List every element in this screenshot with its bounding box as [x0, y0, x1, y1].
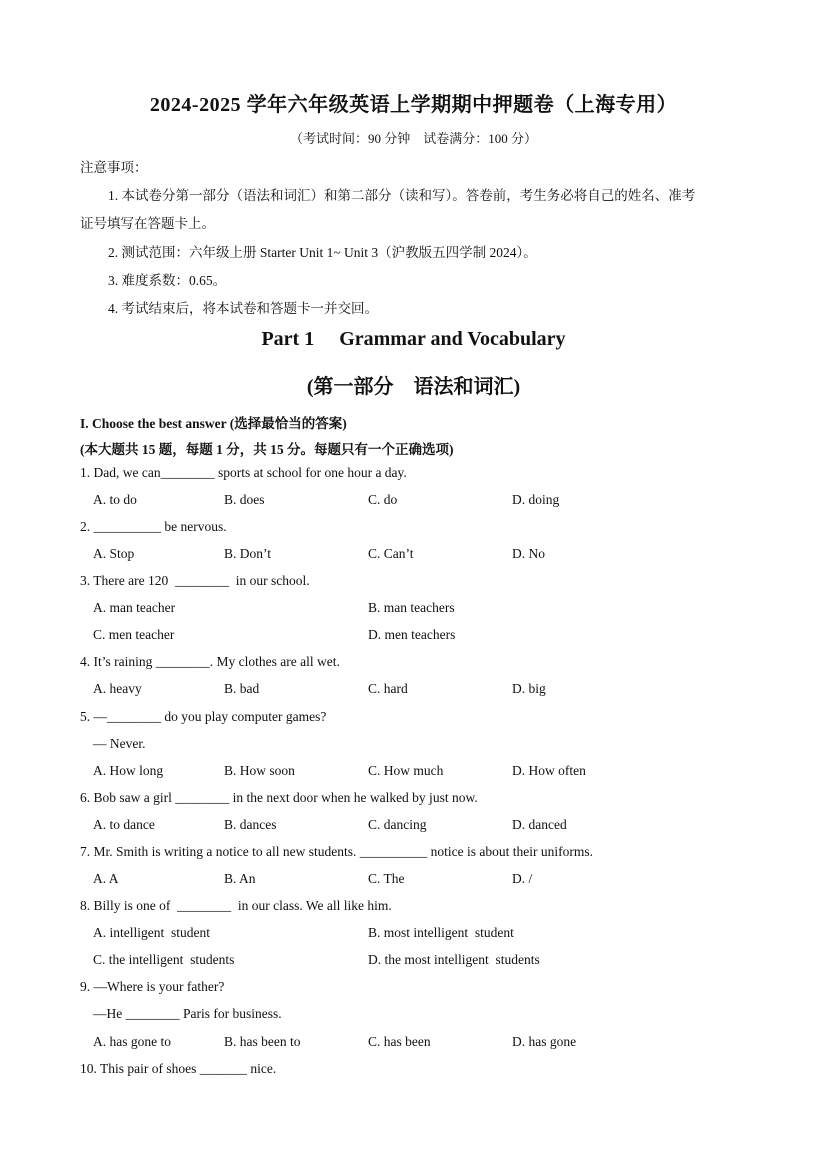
question-5: 5. —________ do you play computer games?: [80, 709, 327, 724]
question-9-answer-line: —He ________ Paris for business.: [93, 1006, 282, 1021]
option-8b: B. most intelligent student: [368, 925, 514, 940]
exam-subtitle: （考试时间：90 分钟 试卷满分：100 分）: [289, 131, 537, 146]
option-9d: D. has gone: [512, 1034, 577, 1049]
question-1: 1. Dad, we can________ sports at school for one hour a day.: [80, 465, 407, 480]
option-8d: D. the most intelligent students: [368, 952, 540, 967]
option-5b: B. How soon: [224, 763, 295, 778]
question-5-answer-line: — Never.: [93, 736, 146, 751]
option-4a: A. heavy: [93, 681, 142, 696]
option-2a: A. Stop: [93, 546, 135, 561]
exam-title: 2024-2025 学年六年级英语上学期期中押题卷（上海专用）: [149, 94, 678, 116]
option-3a: A. man teacher: [93, 600, 176, 615]
notice-item-3: 3. 难度系数：0.65。: [108, 273, 227, 288]
option-9c: C. has been: [368, 1034, 431, 1049]
option-5c: C. How much: [368, 763, 444, 778]
notice-item-1: 1. 本试卷分第一部分（语法和词汇）和第二部分（读和写）。答卷前，考生务必将自己的姓名、准考: [108, 188, 696, 203]
question-3: 3. There are 120 ________ in our school.: [80, 573, 310, 588]
option-7d: D. /: [512, 871, 533, 886]
notice-item-2: 2. 测试范围：六年级上册 Starter Unit 1~ Unit 3（沪教版五四学制 2024）。: [108, 245, 537, 260]
option-3d: D. men teachers: [368, 627, 456, 642]
section-instruction: (本大题共 15 题，每题 1 分，共 15 分。每题只有一个正确选项): [80, 442, 454, 457]
option-2c: C. Can’t: [368, 546, 414, 561]
question-4: 4. It’s raining ________. My clothes are all wet.: [80, 654, 340, 669]
notice-heading: 注意事项：: [80, 160, 148, 175]
option-4d: D. big: [512, 681, 546, 696]
option-6c: C. dancing: [368, 817, 427, 832]
notice-item-1-cont: 证号填写在答题卡上。: [80, 216, 215, 231]
option-1c: C. do: [368, 492, 398, 507]
question-10: 10. This pair of shoes _______ nice.: [80, 1061, 277, 1076]
option-5a: A. How long: [93, 763, 164, 778]
option-9b: B. has been to: [224, 1034, 301, 1049]
question-7: 7. Mr. Smith is writing a notice to all new students. __________ notice is about their uniforms.: [80, 844, 593, 859]
option-6b: B. dances: [224, 817, 277, 832]
option-2b: B. Don’t: [224, 546, 272, 561]
option-4c: C. hard: [368, 681, 408, 696]
notice-item-4: 4. 考试结束后，将本试卷和答题卡一并交回。: [108, 301, 378, 316]
option-3c: C. men teacher: [93, 627, 175, 642]
part-title-cn: (第一部分 语法和词汇): [306, 376, 521, 398]
option-1d: D. doing: [512, 492, 560, 507]
option-1b: B. does: [224, 492, 265, 507]
option-4b: B. bad: [224, 681, 260, 696]
option-6a: A. to dance: [93, 817, 155, 832]
option-7a: A. A: [93, 871, 119, 886]
option-8c: C. the intelligent students: [93, 952, 235, 967]
option-7b: B. An: [224, 871, 256, 886]
question-6: 6. Bob saw a girl ________ in the next door when he walked by just now.: [80, 790, 478, 805]
option-5d: D. How often: [512, 763, 586, 778]
part-title: Part 1 Grammar and Vocabulary: [261, 328, 566, 350]
option-6d: D. danced: [512, 817, 567, 832]
option-1a: A. to do: [93, 492, 137, 507]
question-2: 2. __________ be nervous.: [80, 519, 227, 534]
question-8: 8. Billy is one of ________ in our class. We all like him.: [80, 898, 392, 913]
option-7c: C. The: [368, 871, 405, 886]
section-heading: I. Choose the best answer (选择最恰当的答案): [80, 416, 347, 431]
option-3b: B. man teachers: [368, 600, 455, 615]
option-8a: A. intelligent student: [93, 925, 210, 940]
question-9: 9. —Where is your father?: [80, 979, 225, 994]
option-9a: A. has gone to: [93, 1034, 171, 1049]
option-2d: D. No: [512, 546, 545, 561]
